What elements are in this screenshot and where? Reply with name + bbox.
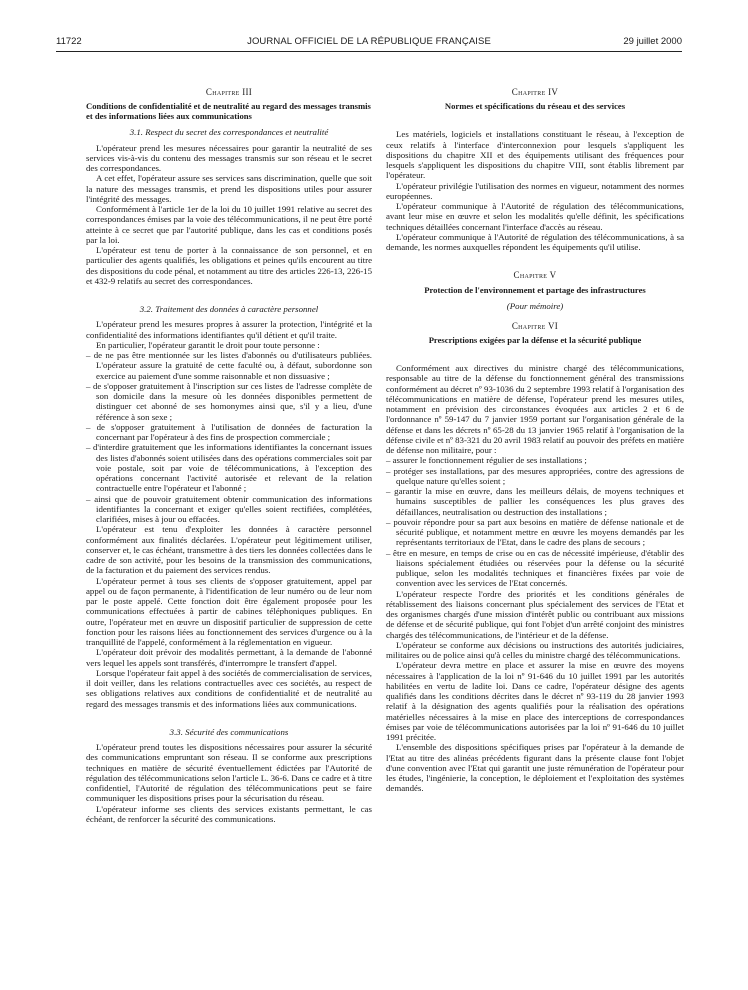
paragraph: L'opérateur permet à tous ses clients de s'opposer gratuitement, appel par appel ou de façon permanente, à l'identification de leur numéro ou de leur nom par le poste appelé. Cette fonction doit être également proposée pour les communications effectuées à partir de cabines téléphoniques publiques. En outre, l'opérateur met en œuvre un dispositif particulier de suppression de cette fonction pour les raisons liées au fonctionnement des services d'urgence ou à la tranquillité de l'appelé, conformément à la réglementation en vigueur. — [86, 575, 372, 647]
journal-title: JOURNAL OFFICIEL DE LA RÉPUBLIQUE FRANÇAISE — [247, 36, 491, 47]
chapter-title: Normes et spécifications du réseau et des services — [444, 101, 626, 112]
page-number: 11722 — [56, 36, 82, 47]
paragraph: L'opérateur devra mettre en place et assurer la mise en œuvre des moyens nécessaires à l'application de la loi nº 91-646 du 10 juillet 1991 par les autorités habilitées en vertu de ladite loi. Dans ce cadre, l'opérateur désigne des agents qualifiés dans les conditions décrites dans le décret nº 93-119 du 28 janvier 1993 relatif à la désignation des agents qualifiés pour la réalisation des opérations matérielles nécessaires à la mise en place des interceptions de correspondances émises par voie de télécommunications autorisées par la loi nº 91-646 du 10 juillet 1991 précitée. — [386, 660, 684, 742]
paragraph: L'opérateur est tenu de porter à la connaissance de son personnel, et en particulier des agents qualifiés, les obligations et peines qu'ils encourent au titre des dispositions du code pénal, et notamment au titre des articles 226-13, 226-15 et 432-9 relatifs au secret des correspondances. — [86, 245, 372, 286]
chapter-heading: Chapitre VI — [511, 320, 559, 331]
chapter-heading: Chapitre III — [205, 87, 253, 97]
chapter-title: Conditions de confidentialité et de neutralité au regard des messages transmis et des informations liées aux communications — [86, 101, 371, 122]
chapter-title: Protection de l'environnement et partage des infrastructures — [424, 284, 646, 295]
list-item: – assurer le fonctionnement régulier de ses installations ; — [386, 455, 587, 466]
paragraph: Conformément aux directives du ministre chargé des télécommunications, responsable au titre de la défense du fonctionnement général des transmissions conformément au décret nº 93-1036 du 2 septembre 1993 relatif à l'organisation des télécommunications en matière de défense, l'opérateur prend les mesures utiles, notamment en prévision des circonstances évoquées aux articles 2 et 6 de l'ordonnance nº 59-147 du 7 janvier 1959 portant sur l'organisation générale de la défense et dans les décrets nº 65-28 du 13 janvier 1965 relatif à l'organisation de la défense civile et nº 83-321 du 20 avril 1983 relatif au pouvoir des préfets en matière de défense non militaire, pour : — [386, 363, 684, 455]
list-item: – de ne pas être mentionnée sur les listes d'abonnés ou d'utilisateurs publiées. L'opérateur assure la gratuité de cette faculté ou, à défaut, subordonne son exercice au paiement d'une somme raisonnable et non dissuasive ; — [86, 350, 372, 381]
list-item: – protéger ses installations, par des mesures appropriées, contre des agressions de quelque nature qu'elles soient ; — [386, 465, 684, 486]
paragraph: Les matériels, logiciels et installations constituant le réseau, à l'exception de ceux relatifs à l'interface d'interconnexion pour lesquels s'appliquent les dispositions du chapitre XII et des équipements utilisant des fréquences pour lesquels s'appliquent les dispositions du chapitre VIII, sont établis librement par l'opérateur. — [386, 129, 684, 181]
section-title: 3.3. Sécurité des communications — [169, 726, 289, 737]
list-item: – de s'opposer gratuitement à l'inscription sur ces listes de l'adresse complète de son domicile dans la mesure où les données disponibles permettent de distinguer cet abonné de ses homonymes ainsi que, s'il y a lieu, d'une référence à son sexe ; — [86, 380, 372, 422]
list-item: – de s'opposer gratuitement à l'utilisation de données de facturation la concernant par l'opérateur à des fins de prospection commerciale ; — [86, 421, 372, 442]
rights-list — [86, 350, 372, 524]
paragraph: L'ensemble des dispositions spécifiques prises par l'opérateur à la demande de l'Etat au titre des alinéas précédents figurant dans la présente clause font l'objet d'une convention avec l'Etat qui garantit une juste rémunération de l'opérateur pour les études, l'ingénierie, la conception, le déploiement et l'exploitation des systèmes demandés. — [386, 742, 684, 794]
header-rule — [56, 51, 682, 52]
paragraph: L'opérateur informe ses clients des services existants permettant, le cas échéant, de renforcer la sécurité des communications. — [86, 803, 372, 824]
list-item: – ainsi que de pouvoir gratuitement obtenir communication des informations identifiantes la concernant et exiger qu'elles soient rectifiées, complétées, clarifiées, mises à jour ou effacées. — [86, 493, 372, 524]
list-item: – garantir la mise en œuvre, dans les meilleurs délais, de moyens techniques et humains susceptibles de pallier les conséquences les plus graves des défaillances, neutralisation ou destruction des installations ; — [386, 486, 684, 517]
paragraph: L'opérateur communique à l'Autorité de régulation des télécommunications, avant leur mise en œuvre et selon les modalités qu'elle définit, les spécifications techniques détaillées concernant l'interface d'accès au réseau. — [386, 201, 684, 232]
right-column — [386, 87, 684, 794]
paragraph: L'opérateur prend les mesures nécessaires pour garantir la neutralité de ses services vis-à-vis du contenu des messages transmis sur son réseau et le secret des correspondances. — [86, 142, 372, 173]
paragraph: L'opérateur prend les mesures propres à assurer la protection, l'intégrité et la confidentialité des informations identifiantes qu'il détient et qu'il traite. — [86, 319, 372, 340]
paragraph: L'opérateur respecte l'ordre des priorités et les conditions générales de rétablissement des liaisons concernant plus spécialement des services de l'Etat et des organismes chargés d'une mission d'intérêt public ou contribuant aux missions de défense et de sécurité publique, qui font l'objet d'un arrêté conjoint des ministres chargés des télécommunications, de l'intérieur et de la défense. — [386, 588, 684, 640]
paragraph: L'opérateur communique à l'Autorité de régulation des télécommunications, à sa demande, les normes auxquelles répondent les équipements qu'il utilise. — [386, 231, 684, 252]
chapter-heading: Chapitre IV — [511, 87, 559, 97]
paragraph: L'opérateur prend toutes les dispositions nécessaires pour assurer la sécurité des communications empruntant son réseau. Il se conforme aux prescriptions techniques en matière de sécurité éventuellement édictées par l'Autorité de régulation des télécommunications selon l'article L. 36-6. Dans ce cadre et à titre confidentiel, l'Autorité de régulation des télécommunications peut se faire communiquer les dispositions prises pour la sécurisation du réseau. — [86, 742, 372, 804]
paragraph: Lorsque l'opérateur fait appel à des sociétés de commercialisation de services, il doit veiller, dans les relations contractuelles avec ces sociétés, au respect de ses obligations relatives aux conditions de confidentialité et de neutralité au regard des messages transmis et des informations liées aux communications. — [86, 667, 372, 709]
paragraph: L'opérateur est tenu d'exploiter les données à caractère personnel conformément aux finalités déclarées. L'opérateur peut légitimement utiliser, conserver et, le cas échéant, transmettre à des tiers les données collectées dans le cadre de son activité, pour les besoins de la transmission des communications, de la facturation et du paiement des services rendus. — [86, 524, 372, 576]
defense-list — [386, 455, 684, 588]
issue-date: 29 juillet 2000 — [623, 36, 682, 47]
left-column — [86, 87, 372, 824]
memo-note: (Pour mémoire) — [506, 300, 564, 311]
paragraph: L'opérateur privilégie l'utilisation des normes en vigueur, notamment des normes européennes. — [386, 180, 684, 201]
chapter-title: Prescriptions exigées par la défense et la sécurité publique — [428, 335, 642, 345]
chapter-heading: Chapitre V — [513, 270, 557, 281]
section-title: 3.1. Respect du secret des correspondances et neutralité — [129, 127, 329, 138]
paragraph: A cet effet, l'opérateur assure ses services sans discrimination, quelle que soit la nature des messages transmis, et prend les dispositions utiles pour assurer l'intégrité des messages. — [86, 173, 372, 204]
list-item: – pouvoir répondre pour sa part aux besoins en matière de défense nationale et de sécurité publique, et notamment mettre en œuvre les moyens demandés par les représentants territoriaux de l'Etat, dans le cadre des plans de secours ; — [386, 516, 684, 548]
list-item: – être en mesure, en temps de crise ou en cas de nécessité impérieuse, d'établir des liaisons spécialement étudiées ou réservées pour la défense ou la sécurité publique, selon les modalités techniques et financières fixées par voie de convention avec les services de l'Etat concernés. — [386, 547, 684, 589]
section-title: 3.2. Traitement des données à caractère personnel — [139, 304, 319, 314]
paragraph: L'opérateur se conforme aux décisions ou instructions des autorités judiciaires, militaires ou de police ainsi qu'à celles du ministre chargé des télécommunications. — [386, 639, 684, 660]
paragraph: En particulier, l'opérateur garantit le droit pour toute personne : — [96, 339, 320, 350]
list-item: – d'interdire gratuitement que les informations identifiantes la concernant issues des listes d'abonnés soient utilisées dans des opérations commerciales soit par voie postale, soit par voie de télécommunications, à l'exception des opérations concernant l'activité autorisée et relevant de la relation contractuelle entre l'opérateur et l'abonné ; — [86, 442, 372, 494]
paragraph: L'opérateur doit prévoir des modalités permettant, à la demande de l'abonné vers lequel les appels sont transférés, d'interrompre le transfert d'appel. — [86, 647, 372, 668]
paragraph: Conformément à l'article 1er de la loi du 10 juillet 1991 relative au secret des correspondances émises par la voie des télécommunications, il ne peut être porté atteinte à ce secret que par l'autorité publique, dans les cas et conditions posés par la loi. — [86, 204, 372, 245]
